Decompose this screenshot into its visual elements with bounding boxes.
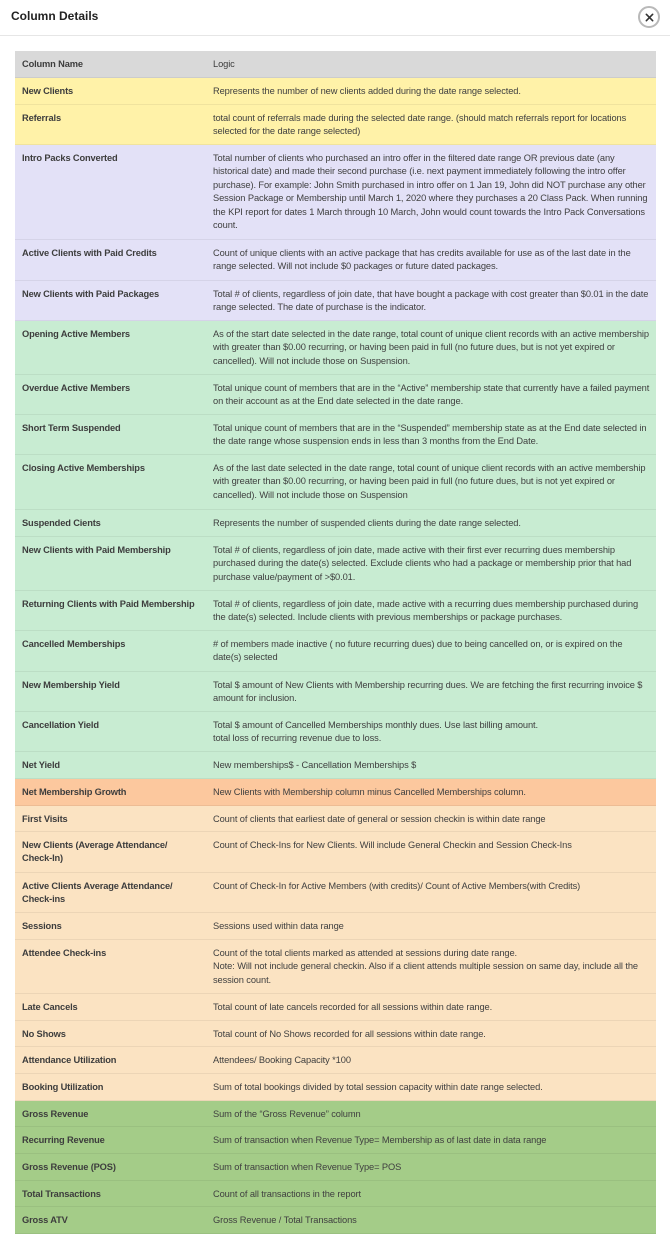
table-row [15, 375, 656, 415]
logic-cell: Total # of clients, regardless of join date, made active with a recurring dues membership purchased during the date(s) selected. Include clients with previous memberships or package purchases. [213, 599, 639, 623]
column-name-cell: Late Cancels [22, 1002, 78, 1012]
table-row [15, 940, 656, 994]
logic-cell: # of members made inactive ( no future recurring dues) due to being cancelled on, or is expired on the date(s) selected [213, 639, 623, 663]
close-icon [645, 13, 654, 22]
table-row [15, 510, 656, 537]
column-name-cell: Gross Revenue [22, 1109, 89, 1119]
logic-cell: Count of Check-Ins for New Clients. Will include General Checkin and Session Check-Ins [213, 840, 572, 850]
table-row [15, 1101, 656, 1127]
dialog-title: Column Details [11, 9, 99, 23]
logic-cell: Total unique count of members that are in the “Suspended” membership state as at the End date selected in the date range whose suspension ends in less than 3 months from the End Date. [213, 423, 647, 447]
logic-cell: Sum of total bookings divided by total session capacity within date range selected. [213, 1082, 543, 1092]
logic-cell: New memberships$ - Cancellation Memberships $ [213, 760, 417, 770]
column-name-cell: Attendance Utilization [22, 1055, 117, 1065]
logic-cell: Sum of the “Gross Revenue” column [213, 1109, 361, 1119]
column-name-cell: Active Clients Average Attendance/ Check-ins [22, 881, 173, 905]
logic-cell: Sum of transaction when Revenue Type= POS [213, 1162, 402, 1172]
logic-cell: Count of all transactions in the report [213, 1189, 362, 1199]
logic-cell: Total $ amount of New Clients with Membership recurring dues. We are fetching the first recurring invoice $ amount for inclusion. [213, 680, 643, 704]
logic-cell: Total # of clients, regardless of join date, made active with their first ever recurring dues membership purchased during the date(s) selected. Exclude clients who had a package or membership prior that had purchase value/payment of >$0.01. [213, 545, 632, 582]
logic-cell: Gross Revenue / Total Transactions [213, 1215, 357, 1225]
column-name-cell: Closing Active Memberships [22, 463, 145, 473]
column-name-cell: Booking Utilization [22, 1082, 104, 1092]
table-row [15, 832, 656, 873]
table-row [15, 591, 656, 631]
column-name-header: Column Name [22, 59, 83, 69]
logic-cell: Count of clients that earliest date of general or session checkin is within date range [213, 814, 546, 824]
column-name-cell: Gross Revenue (POS) [22, 1162, 116, 1172]
table-row [15, 1074, 656, 1101]
logic-cell: Count of the total clients marked as attended at sessions during date range. Note: Will not include general checkin. Also if a client attends multiple session on same day, include all the session count. [213, 948, 638, 985]
logic-cell: As of the start date selected in the date range, total count of unique client records with an active membership with greater than $0.00 recurring, or having been paid in full (no future dues, but is not yet expired or cancelled). Will not include those on Suspension. [213, 329, 649, 366]
column-name-cell: New Membership Yield [22, 680, 120, 690]
table-row [15, 1127, 656, 1154]
table-row [15, 1154, 656, 1181]
column-name-cell: Opening Active Members [22, 329, 130, 339]
logic-cell: As of the last date selected in the date range, total count of unique client records with an active membership with greater than $0.00 recurring, or having been paid in full (no future dues, but is not yet expired or cancelled). Will not include those on Suspension [213, 463, 646, 500]
column-name-cell: Recurring Revenue [22, 1135, 105, 1145]
logic-cell: Count of unique clients with an active package that has credits available for use as of the last date in the range selected. Will not include $0 packages or future dated packages. [213, 248, 631, 272]
table-row [15, 994, 656, 1021]
logic-cell: Total count of No Shows recorded for all sessions within date range. [213, 1029, 486, 1039]
table-row [15, 455, 656, 510]
column-name-cell: Suspended Cients [22, 518, 101, 528]
logic-cell: Total count of late cancels recorded for all sessions within date range. [213, 1002, 493, 1012]
table-row [15, 78, 656, 105]
table-row [15, 752, 656, 779]
table-row [15, 105, 656, 145]
close-button[interactable] [638, 6, 660, 28]
table-row [15, 672, 656, 712]
dialog-header [0, 0, 670, 36]
table-row [15, 913, 656, 940]
logic-cell: Attendees/ Booking Capacity *100 [213, 1055, 351, 1065]
table-row [15, 1021, 656, 1047]
table-row [15, 631, 656, 672]
logic-cell: Total # of clients, regardless of join date, that have bought a package with cost greater than $0.01 in the date range selected. The date of purchase is the indicator. [213, 289, 649, 313]
column-name-cell: New Clients with Paid Membership [22, 545, 171, 555]
logic-cell: Total number of clients who purchased an intro offer in the filtered date range OR previous date (any historical date) and made their second purchase (i.e. next payment immediately following the intro offer purchase). For example: John Smith purchased in intro offer on 1 Jan 19, John did NOT purchase any other Session Package or Membership until March 1, 2020 where they purchases a 20 Class Pack. When running the KPI report for dates 1 March through 10 March, John would count towards the Intro Pack Conversations count. [213, 153, 648, 231]
logic-cell: Total unique count of members that are in the “Active” membership state that currently have a failed payment on their account as at the End date selected in the date range. [213, 383, 650, 407]
table-row [15, 779, 656, 806]
table-row [15, 321, 656, 375]
table-row [15, 806, 656, 832]
column-name-cell: Overdue Active Members [22, 383, 130, 393]
column-name-cell: Net Yield [22, 760, 60, 770]
column-name-cell: Active Clients with Paid Credits [22, 248, 157, 258]
logic-cell: Total $ amount of Cancelled Memberships monthly dues. Use last billing amount. total loss of recurring revenue due to loss. [213, 720, 538, 744]
column-name-cell: Gross ATV [22, 1215, 68, 1225]
column-name-cell: Returning Clients with Paid Membership [22, 599, 195, 609]
table-row [15, 281, 656, 321]
table-row [15, 873, 656, 913]
column-name-cell: Sessions [22, 921, 62, 931]
table-row [15, 1207, 656, 1234]
logic-cell: total count of referrals made during the selected date range. (should match referrals report for locations selected for the date range selected) [213, 113, 627, 137]
table-body [15, 78, 656, 1234]
column-name-cell: Total Transactions [22, 1189, 101, 1199]
table-row [15, 415, 656, 455]
logic-cell: Count of Check-In for Active Members (with credits)/ Count of Active Members(with Credits) [213, 881, 581, 891]
logic-cell: Sum of transaction when Revenue Type= Membership as of last date in data range [213, 1135, 547, 1145]
table-row [15, 537, 656, 591]
column-name-cell: Attendee Check-ins [22, 948, 107, 958]
column-name-cell: Cancellation Yield [22, 720, 99, 730]
column-name-cell: New Clients [22, 86, 74, 96]
column-name-cell: Referrals [22, 113, 61, 123]
column-name-cell: No Shows [22, 1029, 66, 1039]
column-name-cell: Intro Packs Converted [22, 153, 118, 163]
logic-cell: New Clients with Membership column minus Cancelled Memberships column. [213, 787, 526, 797]
logic-cell: Represents the number of suspended clients during the date range selected. [213, 518, 521, 528]
column-name-cell: Net Membership Growth [22, 787, 127, 797]
column-name-cell: New Clients (Average Attendance/ Check-In) [22, 840, 168, 864]
logic-cell: Sessions used within data range [213, 921, 344, 931]
table-row [15, 1047, 656, 1074]
table-row [15, 712, 656, 752]
column-name-cell: Short Term Suspended [22, 423, 121, 433]
column-name-cell: Cancelled Memberships [22, 639, 126, 649]
column-name-cell: New Clients with Paid Packages [22, 289, 160, 299]
table-row [15, 145, 656, 240]
column-name-cell: First Visits [22, 814, 68, 824]
logic-header: Logic [213, 59, 235, 69]
column-details-table [15, 51, 656, 1234]
table-row [15, 240, 656, 281]
logic-cell: Represents the number of new clients added during the date range selected. [213, 86, 521, 96]
table-row [15, 1181, 656, 1207]
table-header-row [15, 51, 656, 78]
